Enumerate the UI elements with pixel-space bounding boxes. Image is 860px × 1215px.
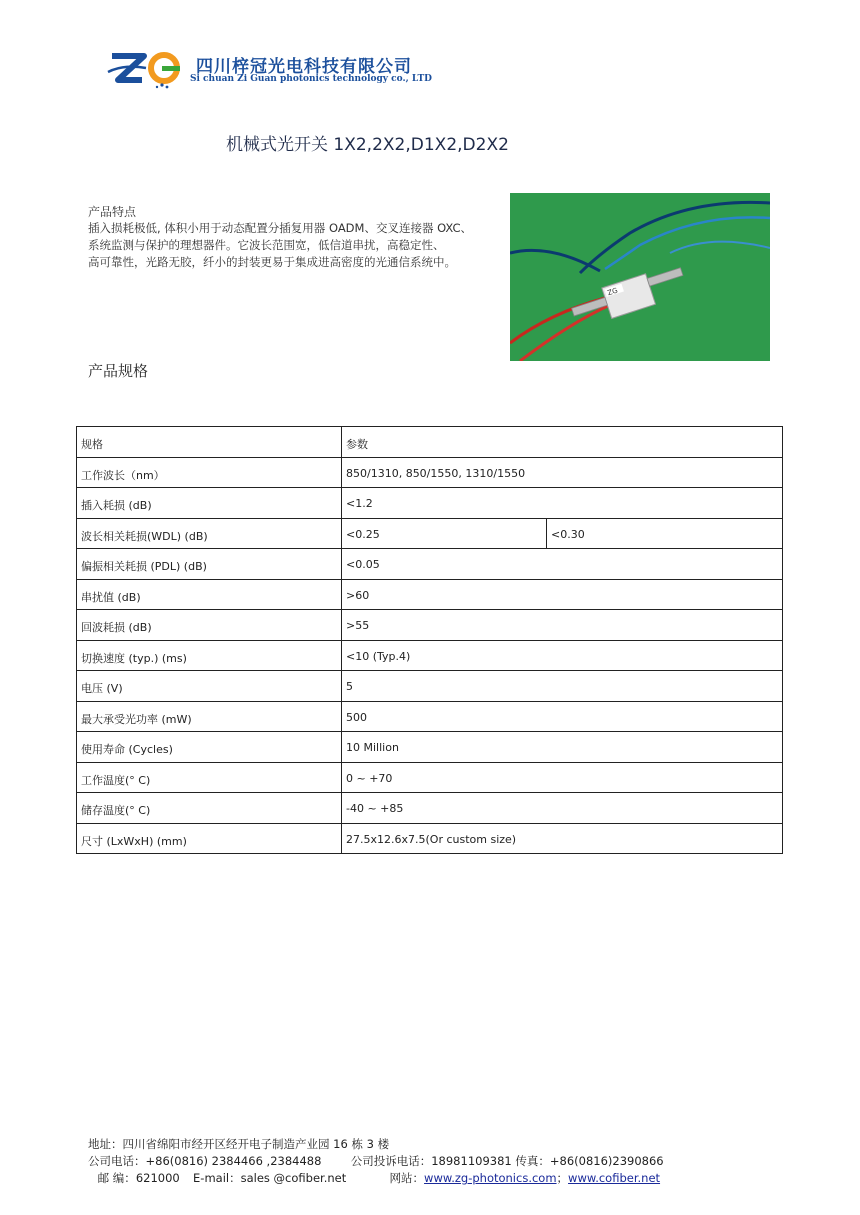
spec-name: 工作温度(° C) — [77, 762, 342, 793]
table-row — [77, 732, 783, 763]
table-row — [77, 488, 783, 519]
spec-name: 回波耗损 (dB) — [77, 610, 342, 641]
postcode-label: 邮 编： — [97, 1171, 136, 1185]
spec-value: -40 ~ +85 — [342, 793, 783, 824]
footer-contact-line — [88, 1170, 660, 1186]
phone-number: +86(0816) 2384466 ,2384488 — [145, 1154, 322, 1168]
table-header-row — [77, 427, 783, 458]
spec-value: <1.2 — [342, 488, 783, 519]
header-cell: 参数 — [342, 427, 783, 458]
spec-value: >55 — [342, 610, 783, 641]
spec-value: <0.05 — [342, 549, 783, 580]
feature-line: 插入损耗极低, 体积小用于动态配置分插复用器 OADM、交叉连接器 OXC、 — [88, 221, 473, 235]
features-heading: 产品特点 — [88, 205, 137, 219]
feature-line: 高可靠性，光路无胶，纤小的封装更易于集成进高密度的光通信系统中。 — [88, 255, 456, 269]
phone-label: 公司电话： — [88, 1154, 146, 1168]
postcode: 621000 — [135, 1171, 180, 1185]
table-row — [77, 518, 783, 549]
spec-value: 5 — [342, 671, 783, 702]
spec-heading: 产品规格 — [88, 362, 149, 380]
complaint-number: 18981109381 — [431, 1154, 512, 1168]
table-row — [77, 823, 783, 854]
website-separator: ； — [556, 1171, 569, 1185]
spec-name: 串扰值 (dB) — [77, 579, 342, 610]
spec-value: 0 ~ +70 — [342, 762, 783, 793]
spec-name: 波长相关耗损(WDL) (dB) — [77, 518, 342, 549]
table-row — [77, 457, 783, 488]
email[interactable]: sales @cofiber.net — [240, 1171, 347, 1185]
spec-name: 插入耗损 (dB) — [77, 488, 342, 519]
table-row — [77, 610, 783, 641]
spec-value: 27.5x12.6x7.5(Or custom size) — [342, 823, 783, 854]
website-link-2[interactable]: www.cofiber.net — [568, 1171, 661, 1185]
spec-value: >60 — [342, 579, 783, 610]
feature-line: 系统监测与保护的理想器件。它波长范围宽，低信道串扰，高稳定性、 — [88, 238, 445, 252]
table-row — [77, 579, 783, 610]
table-row — [77, 762, 783, 793]
fax-label: 传真： — [515, 1154, 550, 1168]
spec-name: 储存温度(° C) — [77, 793, 342, 824]
table-row — [77, 671, 783, 702]
spec-name: 最大承受光功率 (mW) — [77, 701, 342, 732]
spec-value: <10 (Typ.4) — [342, 640, 783, 671]
spec-name: 使用寿命 (Cycles) — [77, 732, 342, 763]
spec-value: <0.25 — [342, 518, 547, 549]
spec-value: 10 Million — [342, 732, 783, 763]
website-label: 网站： — [389, 1171, 425, 1185]
company-logo — [104, 50, 194, 90]
table-row — [77, 701, 783, 732]
spec-table — [76, 426, 783, 854]
header-cell: 规格 — [77, 427, 342, 458]
document-title: 机械式光开关 1X2,2X2,D1X2,D2X2 — [226, 135, 509, 155]
complaint-label: 公司投诉电话： — [350, 1154, 432, 1168]
footer-address: 地址：四川省绵阳市经开区经开电子制造产业园 16 栋 3 楼 — [88, 1137, 390, 1151]
spec-name: 工作波长（nm） — [77, 457, 342, 488]
company-name-en: Si chuan Zi Guan photonics technology co., LTD — [190, 74, 432, 84]
table-row — [77, 549, 783, 580]
email-label: E-mail： — [193, 1171, 241, 1185]
fax-number: +86(0816)2390866 — [549, 1154, 664, 1168]
company-name-cn: 四川梓冠光电科技有限公司 — [196, 57, 412, 77]
website-link-1[interactable]: www.zg-photonics.com — [424, 1171, 557, 1185]
spec-value: <0.30 — [547, 518, 783, 549]
spec-name: 电压 (V) — [77, 671, 342, 702]
svg-text:ZG: ZG — [606, 286, 619, 298]
product-photo — [510, 193, 770, 361]
table-row — [77, 793, 783, 824]
spec-name: 尺寸 (LxWxH) (mm) — [77, 823, 342, 854]
table-row — [77, 640, 783, 671]
footer-phone-line — [88, 1153, 664, 1169]
spec-name: 偏振相关耗损 (PDL) (dB) — [77, 549, 342, 580]
spec-name: 切换速度 (typ.) (ms) — [77, 640, 342, 671]
spec-value: 850/1310, 850/1550, 1310/1550 — [342, 457, 783, 488]
spec-value: 500 — [342, 701, 783, 732]
